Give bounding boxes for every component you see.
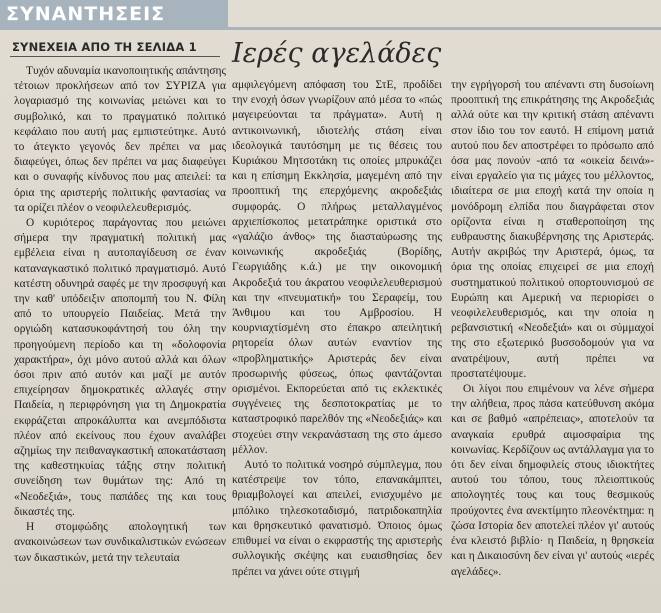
section-title: ΣΥΝΑΝΤΗΣΕΙΣ bbox=[6, 3, 166, 25]
article-column-left bbox=[14, 64, 226, 566]
article-column-right bbox=[451, 78, 654, 580]
article-title: Ιερές αγελάδες bbox=[232, 38, 442, 69]
paragraph: Τυχόν αδυναμία ικανοποιητικής απάντησης τέτοιων προκλήσεων από τον ΣΥΡΙΖΑ για λογαριασμό της κοινωνίας μειώνει και το συμβολικό, και το πραγματικό πολιτικό κεφάλαιο που αυτή μας εμπιστεύτηκε. Αυτό το άτεγκτο γεγονός δεν πρέπει να μας διαφεύγει, όπως δεν πρέπει να μας διαφεύγει και ο συναφής κίνδυνος που μας απειλεί: τα όρια της αριστερής πολιτικής φαντασίας να τα ορίζει πλέον ο νεοφιλελευθερισμός. bbox=[14, 65, 226, 214]
paragraph: Η στομφώδης απολογητική των ανακοινώσεων των συνδικαλιστικών ενώσεων των δικαστικών, μετά την τελευταία bbox=[14, 521, 226, 564]
continued-label: ΣΥΝΕΧΕΙΑ ΑΠΟ ΤΗ ΣΕΛΙΔΑ 1 bbox=[12, 40, 197, 54]
paragraph: την εγρήγορσή του απέναντι στη δυσοίωνη προοπτική της επικράτησης της Ακροδεξιάς αλλά ούτε και την κριτική στάση απέναντι στον ίδιο του τον εαυτό. Η επίμονη ματιά αυτού που δεν αποστρέφει το πρόσωπο από όσα μας πονούν -από τα «οικεία δεινά»- είναι εργαλείο για τις μάχες του μέλλοντος, ιδιαίτερα σε μια εποχή κατά την οποία η μονόδρομη ελπίδα που διαγράφεται στον ορίζοντα είναι η σταθεροποίηση της ευθραυστης διακυβέρνησης της Αριστεράς. Αυτήν ακριβώς την Αριστερά, όμως, τα όρια της οποίας επιχειρεί σε μια εποχή συστηματικού πολιτικού οπορτουνισμού σε Ευρώπη και Αμερική να περιορίσει ο νεοφιλελευθερισμός, και την οποία η ρεβανσιστική «Νεοδεξιά» και οι σύμμαχοί της στο εξωτερικό βυσσοδομούν για να ανατρέψουν, αυτή πρέπει να προστατέψουμε. bbox=[451, 79, 654, 380]
paragraph: Ο κυριότερος παράγοντας που μειώνει σήμερα την πραγματική πολιτική μας εμβέλεια είναι η αυτοπαγίδευση σε έναν καταναγκαστικό πολιτικό πραγματισμό. Αυτό κατέστη οδυνηρά σαφές με την προσφυγή και την καθ' υπόδειξιν αποπομπή του Ν. Φίλη από το υπουργείο Παιδείας. Μετά την οργιώδη κατασυκοφάντησή του όλη την προηγούμενη περίοδο και τη «δολοφονία χαρακτήρα», όχι μόνο αυτού αλλά και όλων όσοι πριν από αυτόν και μαζί με αυτόν επιχείρησαν δημοκρατικές αλλαγές στην Παιδεία, η περιφρόνηση για τη Δημοκρατία εκφράζεται απροκάλυπτα και ανεμπόδιστα πλέον από εκείνους που έχουν αναλάβει αζημίως την πειθαναγκαστική αποκατάσταση της καθεστηκυίας τάξης στην πολιτική συνείδηση των θυμάτων της: Από τη «Νεοδεξιά», τους παπάδες της και τους δικαστές της. bbox=[14, 217, 226, 518]
paragraph: Αυτό το πολιτικά νοσηρό σύμπλεγμα, που κατέστρεψε τον τόπο, επανακάμπτει, θριαμβολογεί και απειλεί, ενισχυμένο με μπόλικο τηλεσκοταδισμό, πατριδοκαπηλία και θρησκευτικό φανατισμό. Όποιος όμως επιθυμεί να είναι ο εκφραστής της αριστερής συλλογικής σκέψης και ευαισθησίας δεν πρέπει να χάνει ούτε στιγμή bbox=[232, 459, 442, 578]
continued-rule bbox=[10, 56, 220, 57]
article-column-middle bbox=[232, 78, 442, 580]
section-header bbox=[0, 0, 228, 30]
header-rule bbox=[228, 27, 661, 30]
paragraph: αμφιλεγόμενη απόφαση του ΣτΕ, προδίδει την ενοχή όσων γνωρίζουν από μέσα το «πώς μαγειρεύονται τα πράγματα». Αυτή η αντικοινωνική, ιδιοτελής στάση είναι ιδεολογικά ταυτόσημη με τις θέσεις του Κυριάκου Μητσοτάκη τις οποίες μπρυκάζει και η επίσημη Εκκλησία, μαγεμένη από την προοπτική της επερχόμενης ακροδεξιάς συμφοράς. Ο πλήρως μεταλλαγμένος αρχιεπίσκοπος μετατράπηκε οριστικά στο «γαλάζιο άνθος» της διασταύρωσης της κοινωνικής ακροδεξιάς (Βορίδης, Γεωργιάδης κ.ά.) με την οικονομική Ακροδεξιά του άκρατου νεοφιλελευθερισμού και την «πνευματική» του Σεραφείμ, του Άνθιμου και του Αμβροσίου. Η κουρνιαχτίσμένη στο έπακρο απειλητική ρητορεία όλων αυτών εναντίον της «προβληματικής» Αριστεράς δεν είναι προσωρινής φύσεως, όπως φαντάζονται ορισμένοι. Εκπορεύεται από τις εκλεκτικές συγγένειες της δεσποτοκρατίας με το καταστροφικό παρελθόν της «Νεοδεξιάς» και στοχεύει στην νεκρανάσταση της στο άμεσο μέλλον. bbox=[232, 79, 442, 456]
paragraph: Οι λίγοι που επιμένουν να λένε σήμερα την αλήθεια, προς πάσα κατεύθυνση ακόμα και σε βαθμό «απρέπειας», αποτελούν τα αναγκαία ερυθρά αιμοσφαίρια της κοινωνίας. Κερδίζουν ως αντάλλαγμα για το ότι δεν είναι δημοφιλείς στους ιδιοκτήτες αυτού του τόπου, τους πλειοπτικούς απολογητές τους και τους θεσμικούς προύχοντες ένα ανεκτίμητο πλεονέκτημα: η ζώσα Ιστορία δεν αποτελεί πλέον γι' αυτούς ένα κλειστό βιβλίο· η Παιδεία, η θρησκεία και η Δικαιοσύνη δεν είναι γι' αυτούς «ιερές αγελάδες». bbox=[451, 383, 654, 578]
